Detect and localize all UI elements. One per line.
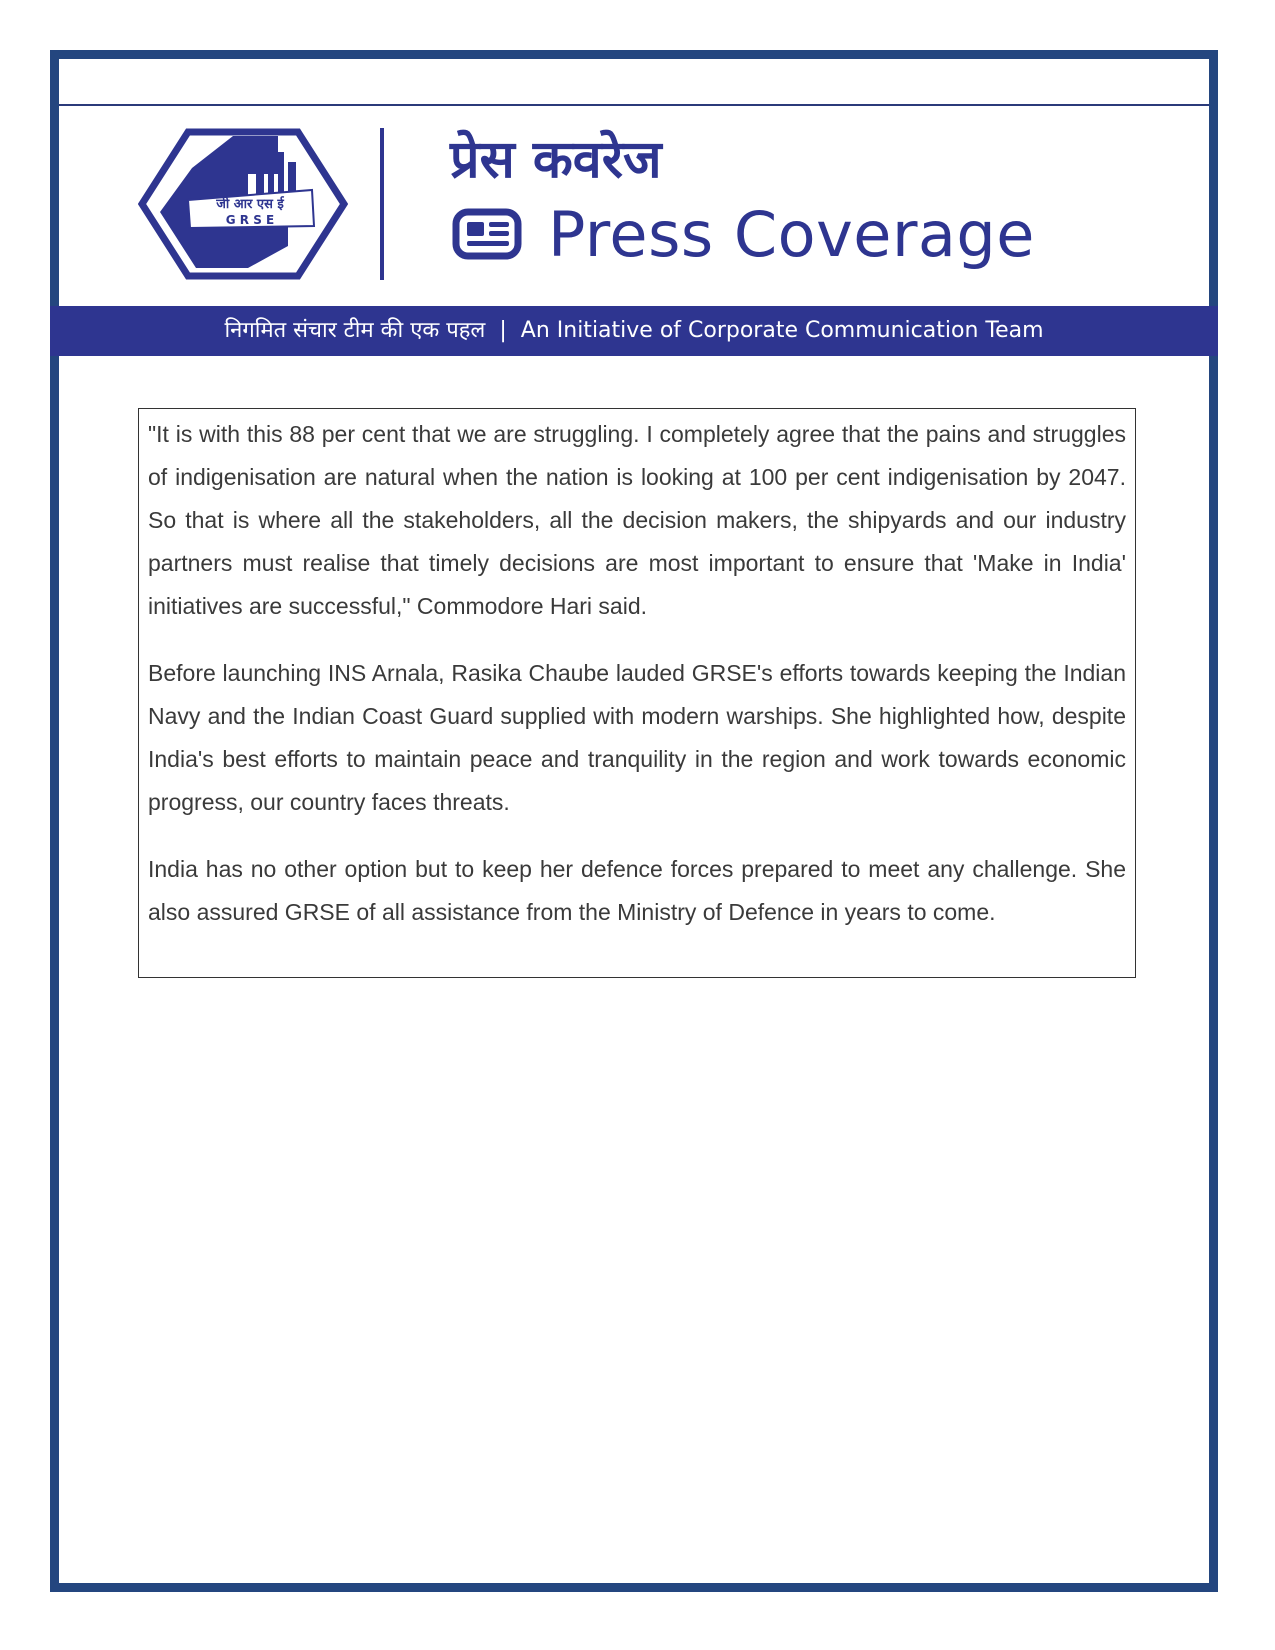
logo-hindi-text: जी आर एस ई [216, 197, 284, 212]
banner-separator: | [499, 318, 507, 343]
banner-hindi: निगमित संचार टीम की एक पहल [224, 318, 486, 343]
banner-english: An Initiative of Corporate Communication Team [520, 318, 1044, 343]
header-rule [59, 104, 1209, 106]
logo-english-text: G R S E [225, 213, 275, 227]
title-hindi: प्रेस कवरेज [450, 130, 662, 190]
newspaper-icon [452, 208, 526, 262]
article-box [138, 408, 1136, 978]
title-english-row [452, 200, 1035, 270]
header-divider [380, 128, 384, 280]
title-english: Press Coverage [548, 198, 1035, 271]
article-paragraph: India has no other option but to keep her defence forces prepared to meet any challenge. She also assured GRSE of all assistance from the Ministry of Defence in years to come. [148, 856, 1126, 925]
grse-logo [138, 128, 348, 280]
article-paragraph: Before launching INS Arnala, Rasika Chaube lauded GRSE's efforts towards keeping the Indian Navy and the Indian Coast Guard supplied with modern warships. She highlighted how, despite India's best efforts to maintain peace and tranquility in the region and work towards economic progress, our country faces threats. [148, 660, 1126, 815]
article-paragraph: "It is with this 88 per cent that we are struggling. I completely agree that the pains and struggles of indigenisation are natural when the nation is looking at 100 per cent indigenisation by 2047. So that is where all the stakeholders, all the decision makers, the shipyards and our industry partners must realise that timely decisions are most important to ensure that 'Make in India' initiatives are successful," Commodore Hari said. [148, 421, 1126, 619]
initiative-banner [50, 306, 1218, 356]
